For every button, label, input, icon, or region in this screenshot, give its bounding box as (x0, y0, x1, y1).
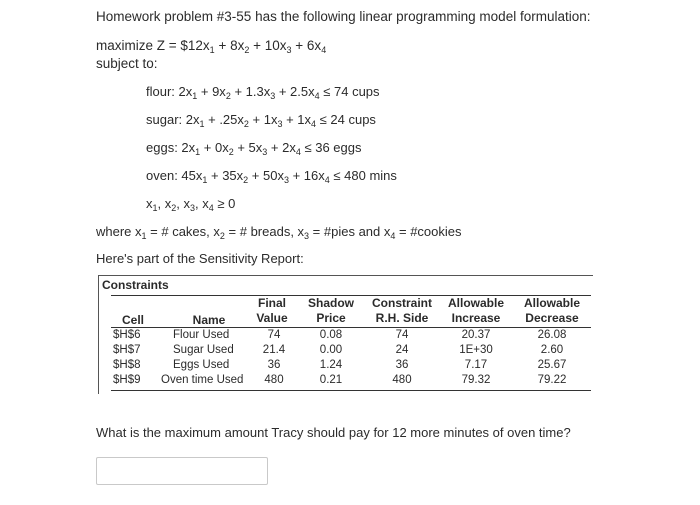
subject-to-label: subject to: (96, 56, 158, 71)
row-1-cell: $H$6 (113, 329, 141, 341)
row-4-cell: $H$9 (113, 374, 141, 386)
row-4-name: Oven time Used (161, 374, 244, 386)
problem-intro: Homework problem #3-55 has the following linear programming model formulation: (96, 9, 591, 24)
row-4-shadow: 0.21 (319, 374, 343, 386)
row-4-rhs: 480 (392, 374, 412, 386)
row-1-decrease: 26.08 (537, 329, 567, 341)
constraint-oven: oven: $45x_1 + 35x_2 + 50x_3 + 16x_4 \le 480$ mins (146, 168, 397, 185)
row-2-name: Sugar Used (173, 344, 234, 356)
row-2-shadow: 0.00 (319, 344, 343, 356)
row-3-decrease: 25.67 (537, 359, 567, 371)
row-4-final: 480 (264, 374, 284, 386)
row-1-final: 74 (267, 329, 281, 341)
row-1-rhs: 74 (395, 329, 409, 341)
report-title: Constraints (102, 278, 169, 292)
row-1-shadow: 0.08 (319, 329, 343, 341)
col-header-shadow-price: Shadow Price (307, 296, 354, 325)
col-header-final-value: Final Value (256, 296, 288, 325)
row-2-decrease: 2.60 (540, 344, 564, 356)
row-4-increase: 79.32 (461, 374, 491, 386)
variable-definitions: where $x_1$ = # cakes, $x_2$ = # breads, $x_3$ = #pies and $x_4$ = #cookies (96, 224, 462, 241)
row-2-cell: $H$7 (113, 344, 141, 356)
row-1-name: Flour Used (173, 329, 230, 341)
col-header-allowable-increase: Allowable Increase (447, 296, 504, 325)
constraint-flour: flour: $2x_1 + 9x_2 + 1.3x_3 + 2.5x_4 \le 74$ cups (146, 84, 380, 101)
row-3-cell: $H$8 (113, 359, 141, 371)
row-3-rhs: 36 (395, 359, 409, 371)
question-text: What is the maximum amount Tracy should pay for 12 more minutes of oven time? (96, 425, 571, 440)
row-3-final: 36 (267, 359, 281, 371)
table-bottom-rule (111, 390, 591, 391)
objective-function: maximize $Z = \$12x_1 + 8x_2 + 10x_3 + 6x_4$ (96, 38, 327, 55)
answer-input[interactable] (96, 457, 268, 485)
constraint-sugar: sugar: $2x_1 + .25x_2 + 1x_3 + 1x_4 \le 24$ cups (146, 112, 376, 129)
row-4-decrease: 79.22 (537, 374, 567, 386)
row-3-shadow: 1.24 (319, 359, 343, 371)
row-2-rhs: 24 (395, 344, 409, 356)
sensitivity-report-image (98, 275, 593, 394)
row-3-name: Eggs Used (173, 359, 230, 371)
col-header-cell: Cell (121, 313, 144, 327)
col-header-allowable-decrease: Allowable Decrease (523, 296, 580, 325)
row-1-increase: 20.37 (461, 329, 491, 341)
row-3-increase: 7.17 (464, 359, 488, 371)
col-header-name: Name (192, 313, 226, 327)
col-header-constraint-rhs: Constraint R.H. Side (372, 296, 432, 325)
row-2-final: 21.4 (262, 344, 286, 356)
constraint-eggs: eggs: $2x_1 + 0x_2 + 5x_3 + 2x_4 \le 36$ eggs (146, 140, 362, 157)
report-intro: Here's part of the Sensitivity Report: (96, 251, 304, 266)
nonnegativity-constraint: $x_1$, $x_2$, $x_3$, $x_4 \ge 0$ (146, 196, 236, 213)
row-2-increase: 1E+30 (459, 344, 493, 356)
